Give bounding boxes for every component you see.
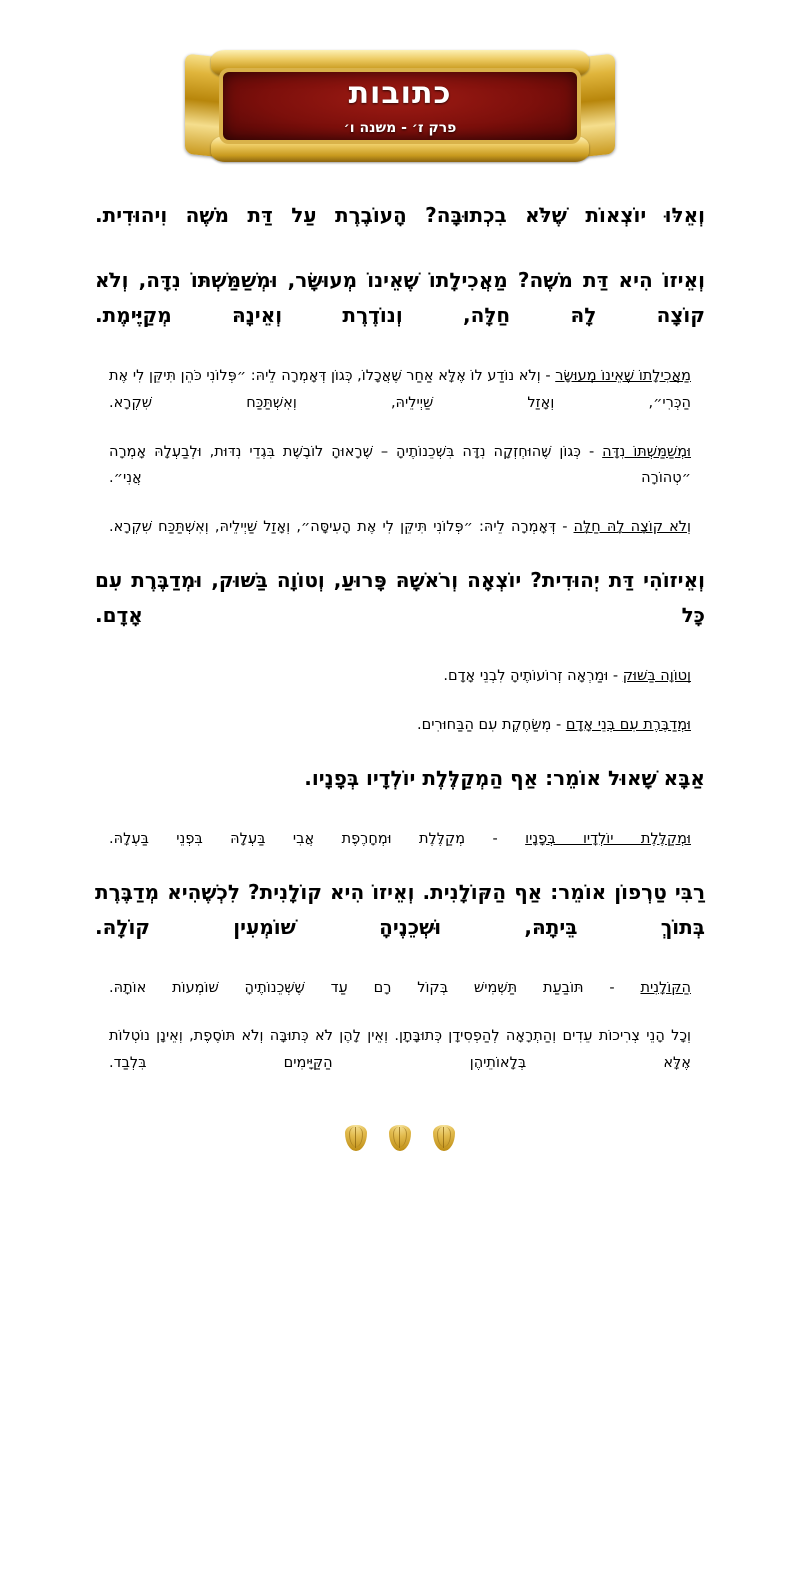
commentary-lemma: וּמְדַבֶּרֶת עִם בְּנֵי אָדָם	[565, 716, 691, 733]
commentary-lemma: וּמְקַלֶּלֶת יוֹלְדָיו בְּפָנָיו	[525, 830, 691, 847]
commentary-lemma: וְטוֹוָה בַּשּׁוּק	[622, 668, 691, 685]
commentary-paragraph	[95, 826, 705, 853]
commentary-text: - תּוֹבַעַת תַּשְׁמִישׁ בְּקוֹל רָם עַד שֶׁשְּׁכֵנוֹתֶיהָ שׁוֹמְעוֹת אוֹתָהּ.	[109, 979, 641, 996]
commentary-paragraph	[95, 663, 705, 690]
commentary-lemma: מַאֲכִילָתוֹ שֶׁאֵינוֹ מְעוּשָּׂר	[555, 368, 691, 384]
commentary-paragraph	[95, 975, 705, 1002]
mishnah-paragraph: וְאֵיזוֹ הִיא דַּת מֹשֶׁה? מַאֲכִילָתוֹ שֶׁאֵינוֹ מְעוּשָּׂר, וּמְשַׁמַּשְׁתּוֹ נִדָּה, וְלֹא קוֹצָה לָהּ חַלָּה, וְנוֹדֶרֶת וְאֵינָהּ מְקַיֶּימֶת.	[95, 268, 705, 327]
commentary-lemma: וְלֹא קוֹצָה לָהּ חַלָּה	[573, 519, 691, 536]
commentary-text: - וּמַרְאָה זְרוֹעוֹתֶיהָ לִבְנֵי אָדָם.	[443, 668, 623, 685]
commentary-paragraph	[95, 363, 705, 417]
banner-plate	[219, 68, 581, 144]
shell-icon	[433, 1125, 455, 1151]
mishnah-paragraph: רַבִּי טַרְפוֹן אוֹמֵר: אַף הַקּוֹלָנִית. וְאֵיזוֹ הִיא קוֹלָנִית? לִכְשֶׁהִיא מְדַבֶּרֶת בְּתוֹךְ בֵּיתָהּ, וּשְׁכֵנֶיהָ שׁוֹמְעִין קוֹלָהּ.	[95, 879, 705, 939]
shell-icon	[345, 1125, 367, 1151]
commentary-lemma: וּמְשַׁמַּשְׁתּוֹ נִדָּה	[602, 443, 691, 460]
mishnah-paragraph: וְאֵלּוּ יוֹצְאוֹת שֶׁלֹּא בִכְתוּבָּה? הָעוֹבֶרֶת עַל דַּת מֹשֶׁה וִיהוּדִית.	[95, 203, 705, 227]
mishnah-paragraph: אַבָּא שָׁאוּל אוֹמֵר: אַף הַמְקַלֶּלֶת יוֹלְדָיו בְּפָנָיו.	[304, 765, 705, 790]
commentary-text: - מְקַלֶּלֶת וּמְחָרֶפֶת אֲבִי בַּעְלָהּ בִּפְנֵי בַּעְלָהּ.	[109, 830, 526, 847]
commentary-lemma: הַקּוֹלָנִית	[640, 979, 691, 996]
title-banner	[185, 42, 615, 170]
tractate-title: כתובות	[348, 75, 452, 111]
commentary-paragraph	[95, 1023, 705, 1077]
commentary-text: - דְּאָמְרָה לֵיהּ: ״פְּלוֹנִי תִּיקֵּן לִי אֶת הָעִיסָּה״, וְאָזַל שַׁיְילֵיהּ, וְאִשְׁתַּכַּח שִׁקְרָא.	[109, 519, 574, 536]
text-content	[0, 170, 800, 1077]
commentary-text: - מְשַׂחֶקֶת עִם הַבַּחוּרִים.	[417, 716, 566, 733]
mishnah-paragraph: וְאֵיזוֹהִי דַּת יְהוּדִית? יוֹצְאָה וְרֹאשָׁהּ פָּרוּעַ, וְטוֹוָה בַּשּׁוּק, וּמְדַבֶּרֶת עִם כָּל אָדָם.	[95, 568, 705, 628]
shell-icon	[389, 1125, 411, 1151]
commentary-paragraph	[95, 712, 705, 739]
commentary-paragraph	[95, 514, 705, 541]
commentary-paragraph	[95, 439, 705, 493]
commentary-text: - וְלֹא נוֹדַע לוֹ אֶלָּא אַחַר שֶׁאֲכָלוֹ, כְּגוֹן דְּאָמְרָה לֵיהּ: ״פְּלוֹנִי כֹּהֵן תִּיקֵּן לִי אֶת הַכְּרִי״, וְאָזַל שַׁיְילֵיהּ, וְאִשְׁתַּכַּח שִׁקְרָא.	[109, 368, 691, 411]
commentary-text: וְכָל הָנֵי צְרִיכוֹת עֵדִים וְהַתְרָאָה לְהַפְסִידָן כְּתוּבָּתָן. וְאֵין לָהֶן לֹא כְּתוּבָּה וְלֹא תּוֹסֶפֶת, וְאֵינָן נוֹטְלוֹת אֶלָּא בְּלָאוֹתֵיהֶן הַקַּיָּימִים בִּלְבַד.	[109, 1028, 691, 1072]
footer-ornament	[0, 1099, 800, 1185]
chapter-mishnah-subtitle: פרק ז׳ - משנה ו׳	[343, 119, 457, 136]
banner-container	[0, 0, 800, 170]
commentary-text: - כְּגוֹן שֶׁהוּחְזְקָה נִדָּה בִּשְׁכֵנוֹתֶיהָ – שֶׁרָאוּהָ לוֹבֶשֶׁת בִּגְדֵי נִדּוּת, וּלְבַעְלָהּ אָמְרָה ״טְהוֹרָה אֲנִי״.	[109, 443, 691, 487]
